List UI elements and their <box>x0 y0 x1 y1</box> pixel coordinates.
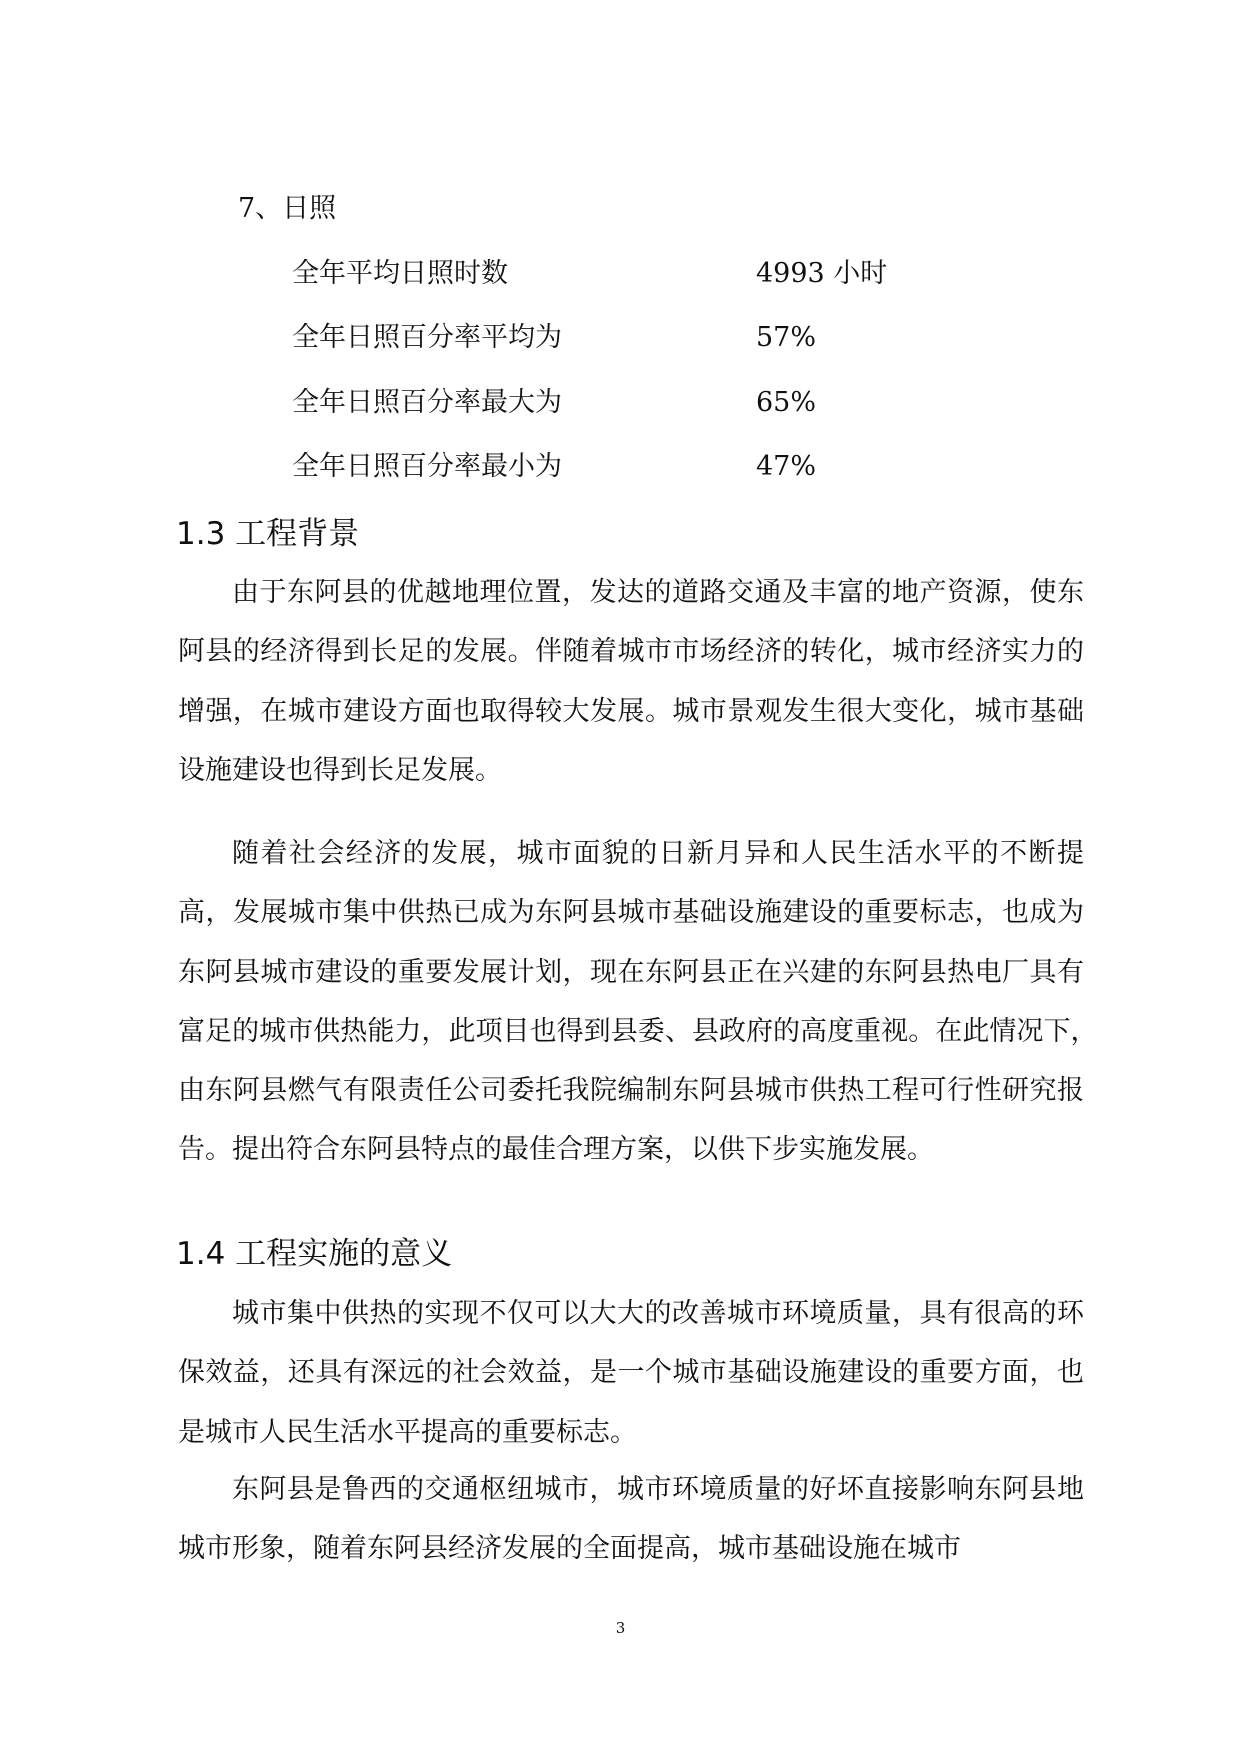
paragraph-background-2: 随着社会经济的发展，城市面貌的日新月异和人民生活水平的不断提高，发展城市集中供热已成为东阿县城市基础设施建设的重要标志，也成为东阿县城市建设的重要发展计划，现在东阿县正在兴建的东阿县热电厂具有富足的城市供热能力，此项目也得到县委、县政府的高度重视。在此情况下， 由东阿县燃气有限责任公司委托我院编制东阿县城市供热工程可行性研究报告。提出符合东阿县特点的最佳合理方案，以供下步实施发展。 <box>178 838 1111 1166</box>
stat-label-sunshine-percent-max: 全年日照百分率最大为 <box>292 387 562 418</box>
stat-value-annual-sunshine-hours: 4993 小时 <box>756 258 888 289</box>
paragraph-significance-2: 东阿县是鲁西的交通枢纽城市，城市环境质量的好坏直接影响东阿县地城市形象，随着东阿县经济发展的全面提高，城市基础设施在城市 <box>178 1474 1084 1565</box>
stat-label-sunshine-percent-min: 全年日照百分率最小为 <box>292 451 562 482</box>
stat-value-sunshine-percent-max: 65% <box>756 387 817 418</box>
paragraph-significance-1: 城市集中供热的实现不仅可以大大的改善城市环境质量，具有很高的环保效益，还具有深远的社会效益，是一个城市基础设施建设的重要方面，也是城市人民生活水平提高的重要标志。 <box>178 1298 1084 1448</box>
section-heading-project-background: 1.3 工程背景 <box>176 516 360 552</box>
paragraph-background-1: 由于东阿县的优越地理位置，发达的道路交通及丰富的地产资源，使东阿县的经济得到长足的发展。伴随着城市市场经济的转化，城市经济实力的增强，在城市建设方面也取得较大发展。城市景观发生很大变化，城市基础设施建设也得到长足发展。 <box>178 577 1084 786</box>
sunshine-heading: 7、日照 <box>238 193 337 224</box>
page-number: 3 <box>615 1619 626 1637</box>
stat-value-sunshine-percent-min: 47% <box>756 451 817 482</box>
section-heading-project-significance: 1.4 工程实施的意义 <box>176 1236 453 1272</box>
stat-value-sunshine-percent-average: 57% <box>756 322 817 353</box>
stat-label-annual-sunshine-hours: 全年平均日照时数 <box>292 258 508 289</box>
stat-label-sunshine-percent-average: 全年日照百分率平均为 <box>292 322 562 353</box>
